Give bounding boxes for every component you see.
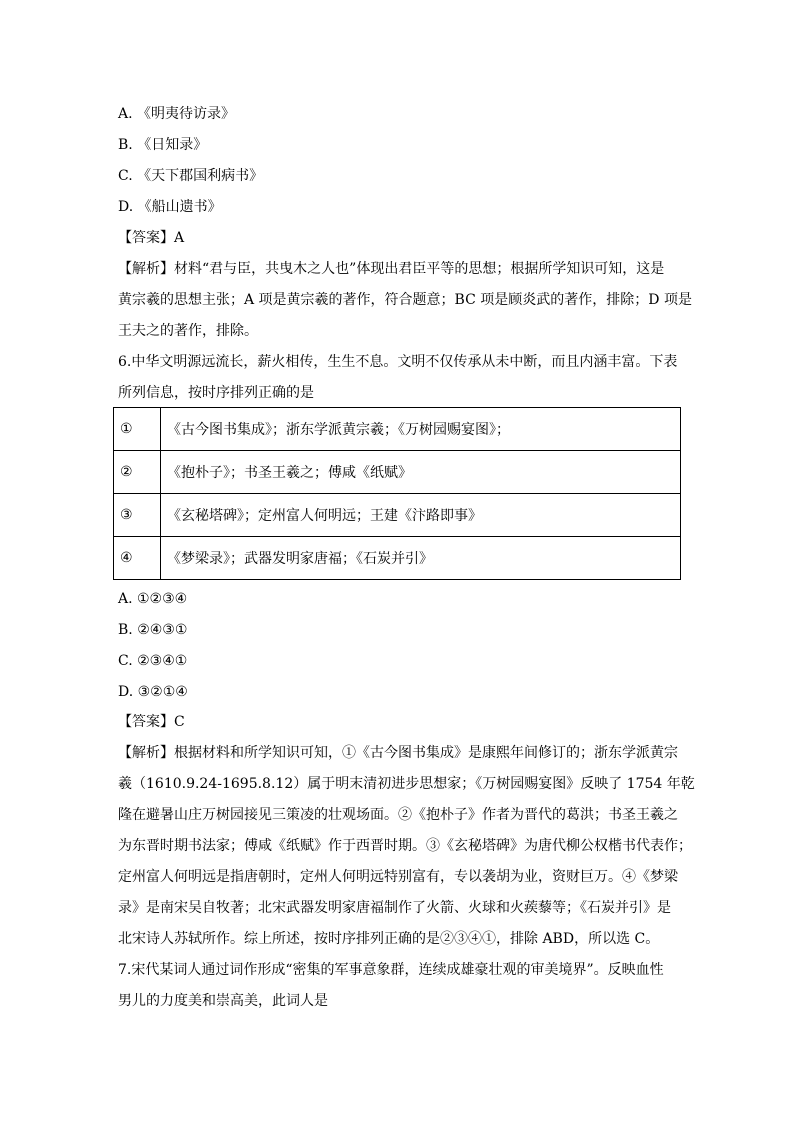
q6-analysis-line: 定州富人何明远是指唐朝时，定州人何明远特别富有，专以袭胡为业，资财巨万。④《梦梁 — [118, 869, 678, 885]
q6-analysis-line: 北宋诗人苏轼所作。综上所述，按时序排列正确的是②③④①，排除 ABD，所以选 C。 — [118, 931, 660, 947]
q7-stem-line: 男儿的力度美和崇高美，此词人是 — [118, 993, 328, 1009]
q6-stem-line: 所列信息，按时序排列正确的是 — [118, 385, 314, 401]
table-row-number: ② — [114, 451, 161, 494]
q6-info-table — [113, 407, 681, 580]
table-row-text: 《抱朴子》；书圣王羲之；傅咸《纸赋》 — [161, 451, 681, 494]
q6-option-b: B. ②④③① — [118, 622, 188, 638]
q6-analysis-line: 【解析】根据材料和所学知识可知，①《古今图书集成》是康熙年间修订的；浙东学派黄宗 — [118, 745, 678, 761]
q5-option-d: D. 《船山遗书》 — [118, 199, 222, 215]
table-row-number: ④ — [114, 537, 161, 580]
q5-option-b: B. 《日知录》 — [118, 137, 208, 153]
table-row-text: 《玄秘塔碑》；定州富人何明远；王建《汴路即事》 — [161, 494, 681, 537]
table-row — [114, 408, 681, 451]
q5-analysis-line: 黄宗羲的思想主张；A 项是黄宗羲的著作，符合题意；BC 项是顾炎武的著作，排除；D 项是 — [118, 292, 692, 308]
q5-option-c: C. 《天下郡国利病书》 — [118, 168, 264, 184]
q7-stem — [118, 955, 684, 1017]
table-row-number: ③ — [114, 494, 161, 537]
q6-answer: 【答案】C — [118, 714, 185, 730]
table-row-text: 《梦梁录》；武器发明家唐福；《石炭并引》 — [161, 537, 681, 580]
q6-stem-line: 6.中华文明源远流长，薪火相传，生生不息。文明不仅传承从未中断，而且内涵丰富。下表 — [118, 354, 678, 370]
q5-answer: 【答案】A — [118, 230, 185, 246]
q6-option-c: C. ②③④① — [118, 653, 188, 669]
q7-stem-line: 7.宋代某词人通过词作形成“密集的军事意象群，连续成雄豪壮观的审美境界”。反映血性 — [118, 962, 664, 978]
q5-analysis-line: 【解析】材料“君与臣，共曳木之人也”体现出君臣平等的思想；根据所学知识可知，这是 — [118, 261, 665, 277]
table-row — [114, 537, 681, 580]
table-row — [114, 451, 681, 494]
table-row-number: ① — [114, 408, 161, 451]
q6-stem — [118, 347, 684, 409]
q6-option-d: D. ③②①④ — [118, 684, 188, 700]
q6-analysis-line: 为东晋时期书法家；傅咸《纸赋》作于西晋时期。③《玄秘塔碑》为唐代柳公权楷书代表作； — [118, 838, 692, 854]
q6-analysis — [118, 738, 695, 955]
q5-analysis-line: 王夫之的著作，排除。 — [118, 323, 258, 339]
q6-analysis-line: 羲（1610.9.24-1695.8.12）属于明末清初进步思想家；《万树园赐宴图》反映了 1754 年乾 — [118, 776, 695, 792]
q6-option-a: A. ①②③④ — [118, 591, 188, 607]
q5-option-a: A. 《明夷待访录》 — [118, 106, 236, 122]
q6-analysis-line: 录》是南宋吴自牧著；北宋武器发明家唐福制作了火箭、火球和火蒺藜等；《石炭并引》是 — [118, 900, 671, 916]
table-row — [114, 494, 681, 537]
q6-analysis-line: 隆在避暑山庄万树园接见三策凌的壮观场面。②《抱朴子》作者为晋代的葛洪；书圣王羲之 — [118, 807, 678, 823]
table-row-text: 《古今图书集成》；浙东学派黄宗羲；《万树园赐宴图》； — [161, 408, 681, 451]
q5-analysis — [118, 254, 692, 347]
